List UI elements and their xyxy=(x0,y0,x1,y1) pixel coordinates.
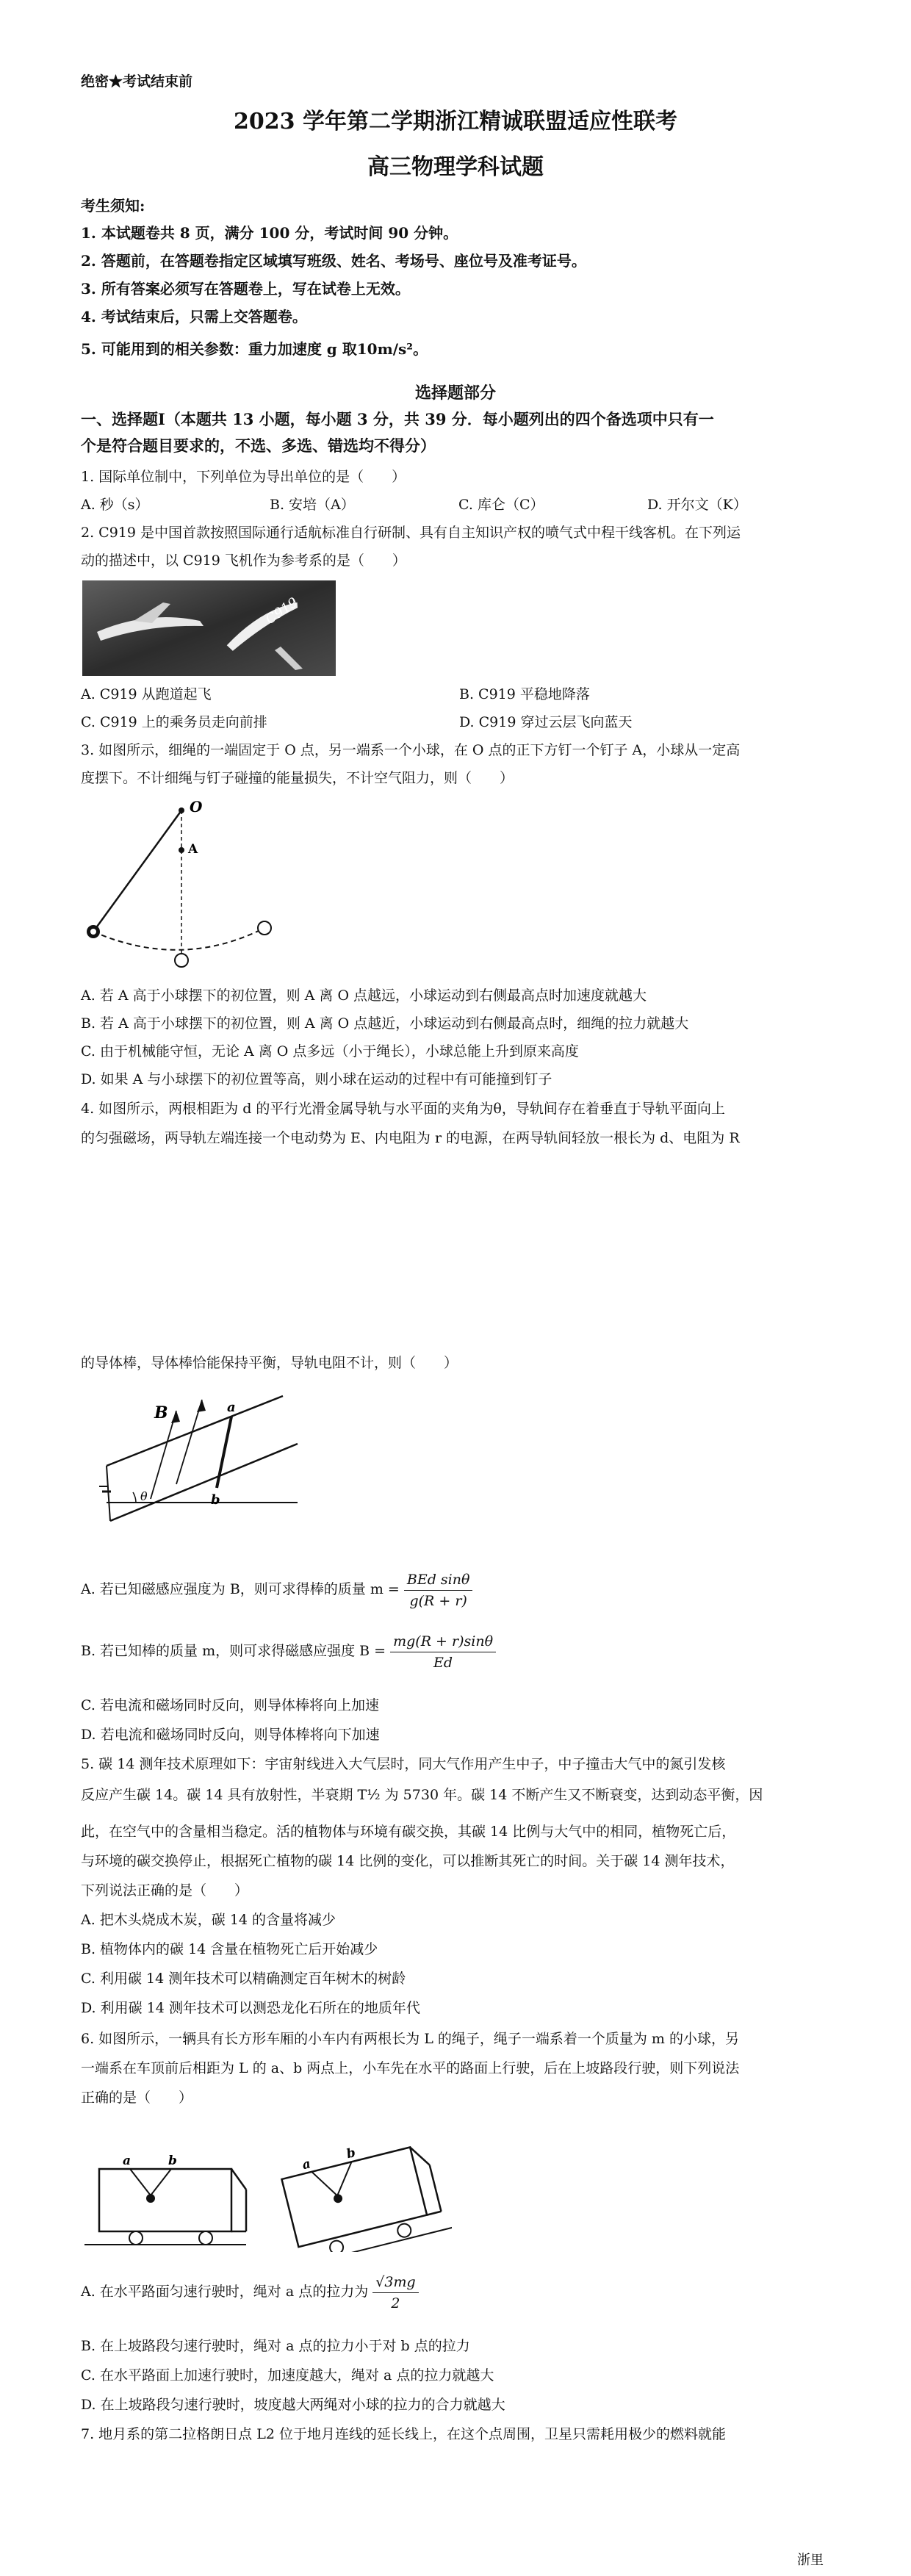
q2-option-d: D. C919 穿过云层飞向蓝天 xyxy=(459,714,633,730)
q3-option-b: B. 若 A 高于小球摆下的初位置，则 A 离 O 点越近，小球运动到右侧最高点时，细绳的拉力就越大 xyxy=(81,1015,689,1032)
q6-option-a-numerator: √3mg xyxy=(372,2272,418,2293)
q6-stem-line2: 一端系在车顶前后相距为 L 的 a、b 两点上，小车先在水平的路面上行驶，后在上坡路段行驶，则下列说法 xyxy=(81,2060,740,2076)
q3-option-d: D. 如果 A 与小球摆下的初位置等高，则小球在运动的过程中有可能撞到钉子 xyxy=(81,1071,552,1087)
q5-stem-line1: 5. 碳 14 测年技术原理如下：宇宙射线进入大气层时，同大气作用产生中子，中子撞击大气中的氮引发核 xyxy=(81,1756,726,1772)
c919-photo-label: C919 xyxy=(262,594,301,628)
c919-photo xyxy=(82,580,336,676)
cart-incline-label-a: a xyxy=(300,2156,312,2173)
q6-option-a xyxy=(81,2266,838,2317)
q6-option-a-denominator: 2 xyxy=(391,2295,400,2311)
exam-subtitle: 高三物理学科试题 xyxy=(367,154,544,180)
q2-option-b: B. C919 平稳地降落 xyxy=(459,686,590,702)
section1-line2: 个是符合题目要求的，不选、多选、错选均不得分） xyxy=(81,436,436,455)
cart-flat-label-a: a xyxy=(123,2154,132,2168)
secret-label: 绝密★考试结束前 xyxy=(81,73,193,90)
q1-option-d: D. 开尔文（K） xyxy=(647,497,747,513)
q5-option-c: C. 利用碳 14 测年技术可以精确测定百年树木的树龄 xyxy=(81,1971,406,1987)
q5-option-a: A. 把木头烧成木炭，碳 14 的含量将减少 xyxy=(81,1912,336,1928)
pendulum-label-o: O xyxy=(190,798,203,816)
cart-figure xyxy=(84,2131,452,2252)
q1-options xyxy=(81,494,838,516)
q2-stem-line2: 动的描述中，以 C919 飞机作为参考系的是（ ） xyxy=(81,553,406,569)
q5-stem-line5: 下列说法正确的是（ ） xyxy=(81,1882,249,1899)
q4-option-d: D. 若电流和磁场同时反向，则导体棒将向下加速 xyxy=(81,1727,380,1743)
notice-item: 1. 本试题卷共 8 页，满分 100 分，考试时间 90 分钟。 xyxy=(81,224,458,242)
rail-label-b: B xyxy=(154,1403,168,1422)
q4-stem-line2: 的匀强磁场，两导轨左端连接一个电动势为 E、内电阻为 r 的电源，在两导轨间轻放一根长为 d、电阻为 R xyxy=(81,1130,740,1146)
q4-option-b xyxy=(81,1625,838,1677)
q5-stem-line2: 反应产生碳 14。碳 14 具有放射性，半衰期 T½ 为 5730 年。碳 14 不断产生又不断衰变，达到动态平衡，因 xyxy=(81,1787,763,1803)
q3-option-a: A. 若 A 高于小球摆下的初位置，则 A 离 O 点越远，小球运动到右侧最高点时加速度就越大 xyxy=(81,987,647,1004)
notice-item: 4. 考试结束后，只需上交答题卷。 xyxy=(81,308,307,325)
rail-label-a: a xyxy=(227,1400,236,1415)
q4-option-a xyxy=(81,1564,838,1615)
rail-label-b-end: b xyxy=(211,1492,220,1508)
q4-option-b-text: B. 若已知棒的质量 m，则可求得磁感应强度 B = xyxy=(81,1643,386,1659)
q3-stem-line1: 3. 如图所示，细绳的一端固定于 O 点，另一端系一个小球，在 O 点的正下方钉一个钉子 A，小球从一定高 xyxy=(81,742,741,758)
pendulum-label-a: A xyxy=(188,842,198,857)
cart-flat xyxy=(84,2154,246,2245)
q6-option-c: C. 在水平路面上加速行驶时，加速度越大，绳对 a 点的拉力就越大 xyxy=(81,2367,494,2383)
page-footer: 浙里 xyxy=(797,2552,824,2568)
q4-option-b-denominator: Ed xyxy=(433,1654,453,1671)
cart-incline xyxy=(264,2131,452,2252)
q4-option-c: C. 若电流和磁场同时反向，则导体棒将向上加速 xyxy=(81,1697,379,1713)
q3-option-c: C. 由于机械能守恒，无论 A 离 O 点多远（小于绳长），小球总能上升到原来高度 xyxy=(81,1043,579,1059)
q2-options-row2 xyxy=(81,711,838,733)
q6-option-d: D. 在上坡路段匀速行驶时，坡度越大两绳对小球的拉力的合力就越大 xyxy=(81,2397,505,2413)
q6-stem-line1: 6. 如图所示，一辆具有长方形车厢的小车内有两根长为 L 的绳子，绳子一端系着一个质量为 m 的小球，另 xyxy=(81,2031,739,2047)
q3-stem-line2: 度摆下。不计细绳与钉子碰撞的能量损失，不计空气阻力，则（ ） xyxy=(81,770,514,786)
notice-item: 5. 可能用到的相关参数：重力加速度 g 取10m/s²。 xyxy=(81,340,428,358)
q4-stem-line1: 4. 如图所示，两根相距为 d 的平行光滑金属导轨与水平面的夹角为θ，导轨间存在着垂直于导轨平面向上 xyxy=(81,1101,725,1117)
cart-incline-label-b: b xyxy=(345,2145,357,2162)
q1-option-b: B. 安培（A） xyxy=(270,497,355,513)
pendulum-figure xyxy=(81,797,287,974)
q6-stem-line3: 正确的是（ ） xyxy=(81,2090,193,2106)
q2-options-row1 xyxy=(81,683,838,705)
notice-item: 3. 所有答案必须写在答题卷上，写在试卷上无效。 xyxy=(81,280,410,298)
q5-stem-line4: 与环境的碳交换停止，根据死亡植物的碳 14 比例的变化，可以推断其死亡的时间。关于碳 14 测年技术， xyxy=(81,1853,735,1869)
q6-option-a-fraction xyxy=(372,2272,418,2314)
part-title: 选择题部分 xyxy=(414,384,496,403)
q4-stem-line3: 的导体棒，导体棒恰能保持平衡，导轨电阻不计，则（ ） xyxy=(81,1355,458,1371)
q4-option-a-fraction xyxy=(404,1569,473,1611)
rail-label-theta: θ xyxy=(140,1489,148,1503)
section1-line1: 一、选择题Ⅰ（本题共 13 小题，每小题 3 分，共 39 分．每小题列出的四个备选项中只有一 xyxy=(81,410,714,428)
q7-stem-line1: 7. 地月系的第二拉格朗日点 L2 位于地月连线的延长线上，在这个点周围，卫星只需耗用极少的燃料就能 xyxy=(81,2426,726,2442)
exam-title: 2023 学年第二学期浙江精诚联盟适应性联考 xyxy=(234,109,677,134)
q1-option-a: A. 秒（s） xyxy=(81,497,149,513)
q4-option-b-numerator: mg(R + r)sinθ xyxy=(390,1631,496,1652)
q5-option-d: D. 利用碳 14 测年技术可以测恐龙化石所在的地质年代 xyxy=(81,2000,420,2016)
q6-option-a-text: A. 在水平路面匀速行驶时，绳对 a 点的拉力为 xyxy=(81,2284,369,2300)
q1-stem: 1. 国际单位制中，下列单位为导出单位的是（ ） xyxy=(81,469,406,485)
q4-option-a-denominator: g(R + r) xyxy=(409,1592,467,1609)
q6-option-b: B. 在上坡路段匀速行驶时，绳对 a 点的拉力小于对 b 点的拉力 xyxy=(81,2338,470,2354)
q4-option-a-numerator: BEd sinθ xyxy=(404,1569,473,1591)
q4-option-b-fraction xyxy=(390,1631,496,1673)
rail-figure xyxy=(84,1385,305,1532)
q1-option-c: C. 库仑（C） xyxy=(458,497,544,513)
q4-option-a-text: A. 若已知磁感应强度为 B，则可求得棒的质量 m = xyxy=(81,1581,400,1597)
q2-option-a: A. C919 从跑道起飞 xyxy=(81,686,212,702)
cart-flat-label-b: b xyxy=(168,2154,177,2168)
q2-option-c: C. C919 上的乘务员走向前排 xyxy=(81,714,267,730)
notice-heading: 考生须知: xyxy=(81,197,145,215)
q5-option-b: B. 植物体内的碳 14 含量在植物死亡后开始减少 xyxy=(81,1941,378,1957)
q5-stem-line3: 此，在空气中的含量相当稳定。活的植物体与环境有碳交换，其碳 14 比例与大气中的相同，植物死亡后， xyxy=(81,1824,736,1840)
q2-stem-line1: 2. C919 是中国首款按照国际通行适航标准自行研制、具有自主知识产权的喷气式中程干线客机。在下列运 xyxy=(81,525,741,541)
notice-item: 2. 答题前，在答题卷指定区域填写班级、姓名、考场号、座位号及准考证号。 xyxy=(81,252,586,270)
